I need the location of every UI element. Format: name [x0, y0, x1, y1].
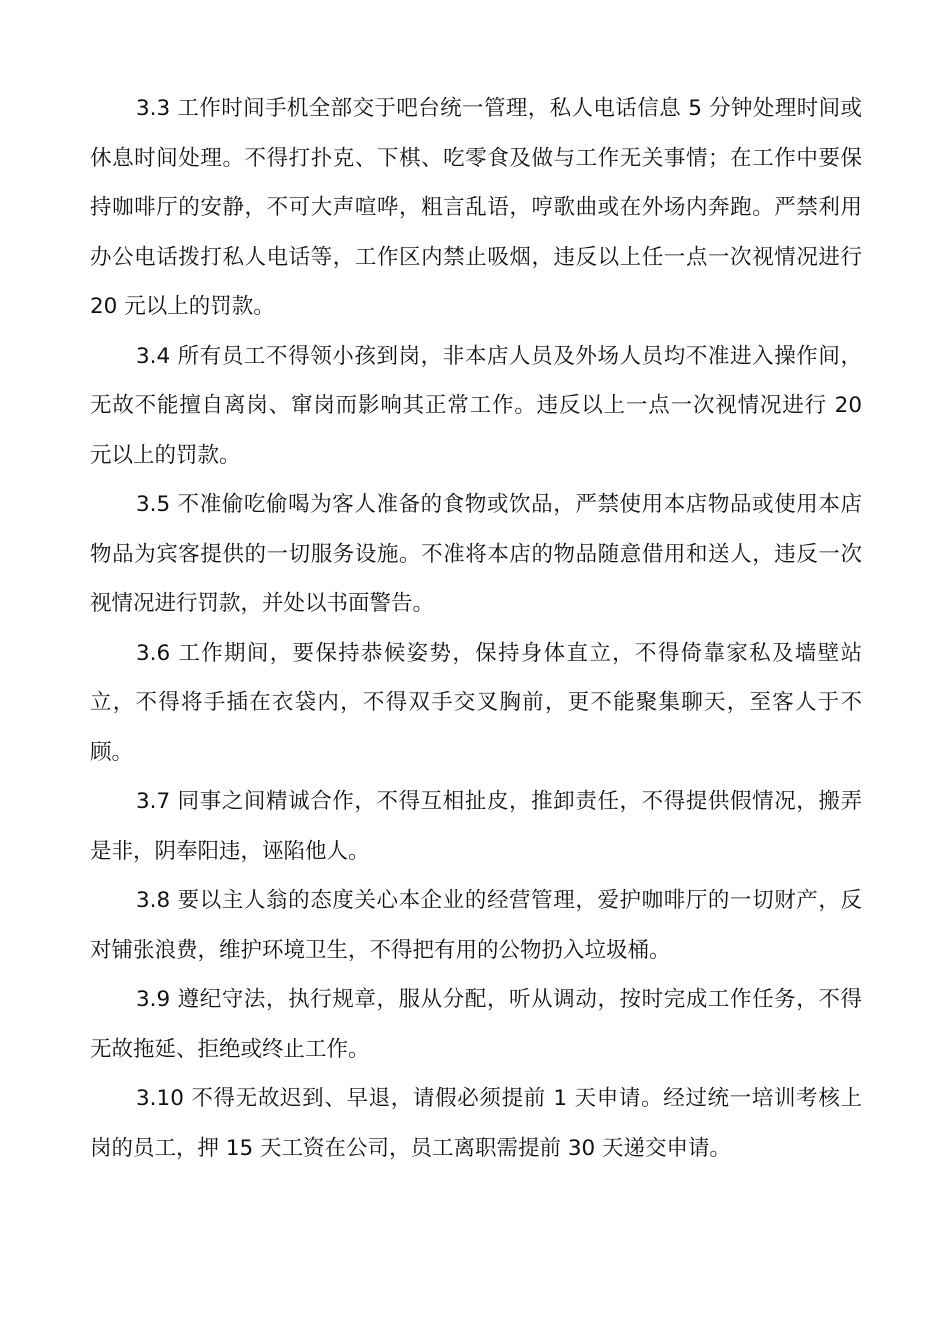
document-body [90, 84, 862, 1173]
rule-paragraph-3-10: 3.10 不得无故迟到、早退，请假必须提前 1 天申请。经过统一培训考核上岗的员工，押 15 天工资在公司，员工离职需提前 30 天递交申请。 [90, 1086, 862, 1161]
rule-paragraph-3-8: 3.8 要以主人翁的态度关心本企业的经营管理，爱护咖啡厅的一切财产，反对铺张浪费，维护环境卫生，不得把有用的公物扔入垃圾桶。 [90, 888, 862, 963]
rule-paragraph-3-6: 3.6 工作期间，要保持恭候姿势，保持身体直立，不得倚靠家私及墙壁站立，不得将手插在衣袋内，不得双手交叉胸前，更不能聚集聊天，至客人于不顾。 [90, 640, 862, 765]
rule-paragraph-3-7: 3.7 同事之间精诚合作，不得互相扯皮，推卸责任，不得提供假情况，搬弄是非，阴奉阳违，诬陷他人。 [90, 789, 862, 864]
rule-paragraph-3-4: 3.4 所有员工不得领小孩到岗，非本店人员及外场人员均不准进入操作间，无故不能擅自离岗、窜岗而影响其正常工作。违反以上一点一次视情况进行 20 元以上的罚款。 [90, 343, 862, 468]
rule-paragraph-3-9: 3.9 遵纪守法，执行规章，服从分配，听从调动，按时完成工作任务，不得无故拖延、拒绝或终止工作。 [90, 987, 862, 1062]
rule-paragraph-3-5: 3.5 不准偷吃偷喝为客人准备的食物或饮品，严禁使用本店物品或使用本店物品为宾客提供的一切服务设施。不准将本店的物品随意借用和送人，违反一次视情况进行罚款，并处以书面警告。 [90, 492, 862, 616]
rule-paragraph-3-3: 3.3 工作时间手机全部交于吧台统一管理，私人电话信息 5 分钟处理时间或休息时间处理。不得打扑克、下棋、吃零食及做与工作无关事情；在工作中要保持咖啡厅的安静，不可大声喧哗，粗言乱语，哼歌曲或在外场内奔跑。严禁利用办公电话拨打私人电话等，工作区内禁止吸烟，违反以上任一点一次视情况进行 20 元以上的罚款。 [90, 96, 862, 319]
